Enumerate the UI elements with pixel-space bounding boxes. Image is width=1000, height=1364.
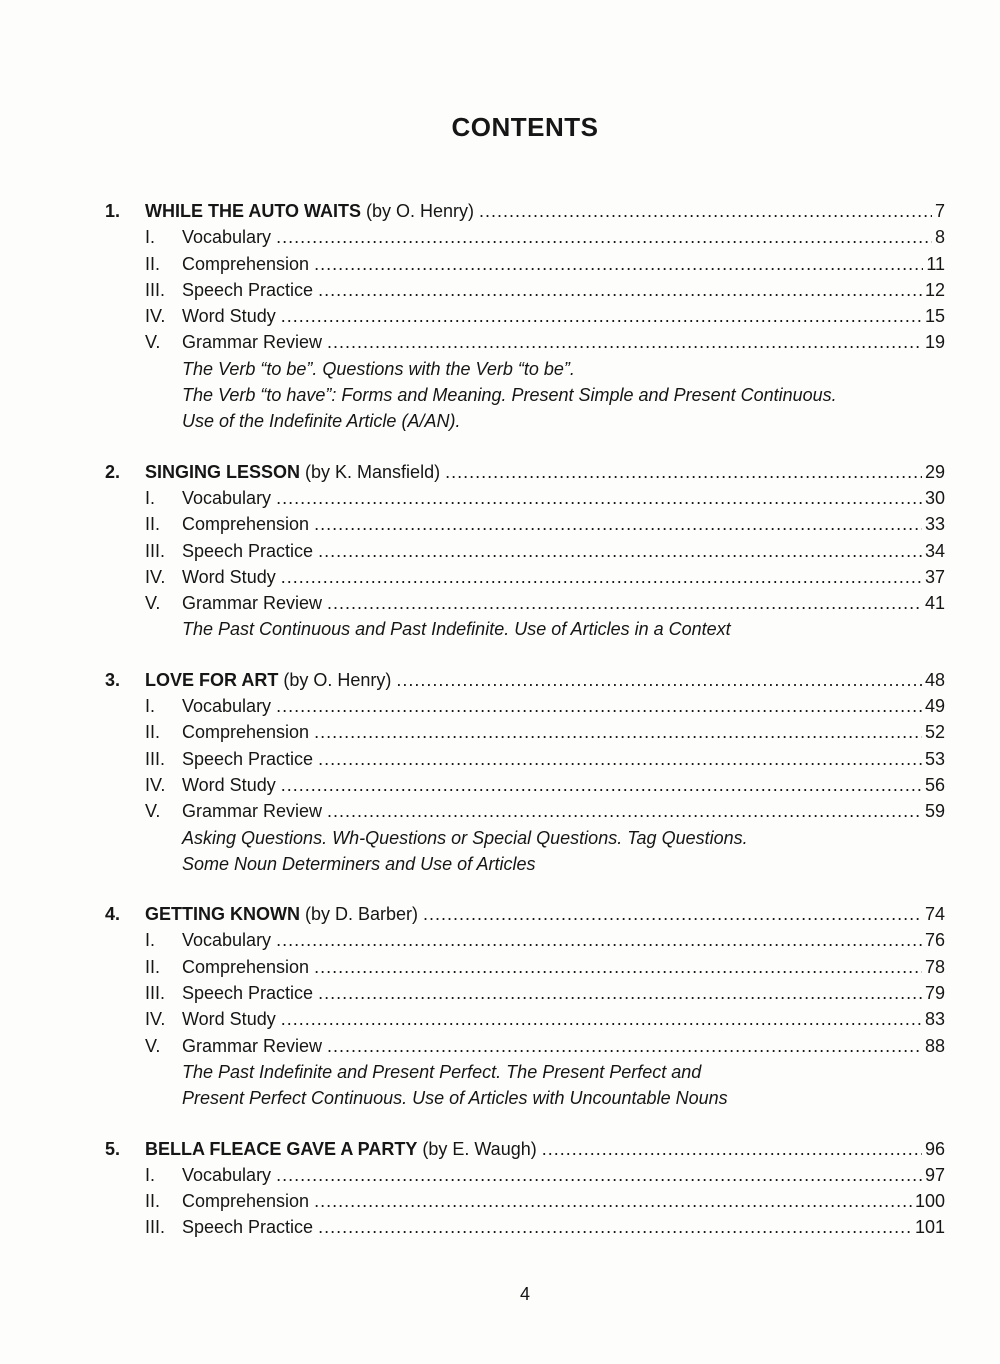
item-numeral: II.: [145, 1191, 161, 1212]
item-page-number: 52: [924, 722, 945, 743]
item-page-number: 41: [924, 593, 945, 614]
item-numeral: I.: [145, 696, 156, 717]
item-label: Grammar Review: [182, 801, 323, 822]
toc-section: [105, 198, 945, 435]
item-numeral: II.: [145, 514, 161, 535]
item-page-number: 30: [924, 487, 945, 508]
section-items: [105, 927, 945, 1058]
note-line: The Verb “to be”. Questions with the Verb “to be”.: [182, 358, 575, 379]
toc-item-row: [145, 590, 945, 616]
toc-item-row: [145, 927, 945, 953]
leader-dots: [281, 772, 922, 798]
toc-list: [105, 198, 945, 1241]
section-title-row: [105, 198, 945, 224]
note-line: Present Perfect Continuous. Use of Articles with Uncountable Nouns: [182, 1088, 728, 1109]
toc-item-row: [145, 1006, 945, 1032]
item-numeral: IV.: [145, 774, 166, 795]
note-line: The Past Continuous and Past Indefinite. Use of Articles in a Context: [182, 619, 731, 640]
section-title: GETTING KNOWN: [145, 904, 300, 925]
item-page-number: 15: [924, 306, 945, 327]
leader-dots: [314, 251, 923, 277]
section-author: (by E. Waugh): [422, 1138, 537, 1159]
toc-section: [105, 667, 945, 877]
toc-section: [105, 901, 945, 1111]
section-items: [105, 693, 945, 824]
item-label: Comprehension: [182, 722, 310, 743]
toc-item-row: [145, 224, 945, 250]
section-notes: [182, 1059, 945, 1112]
toc-item-row: [145, 1214, 945, 1240]
item-numeral: V.: [145, 801, 161, 822]
leader-dots: [314, 511, 922, 537]
item-page-number: 88: [924, 1035, 945, 1056]
leader-dots: [318, 538, 922, 564]
section-page-number: 7: [934, 201, 945, 221]
item-numeral: IV.: [145, 306, 166, 327]
contents-heading: CONTENTS: [451, 112, 599, 142]
item-page-number: 97: [924, 1164, 945, 1185]
item-label: Vocabulary: [182, 696, 272, 717]
item-page-number: 11: [926, 253, 945, 274]
item-numeral: III.: [145, 279, 166, 300]
item-numeral: III.: [145, 748, 166, 769]
item-label: Comprehension: [182, 253, 310, 274]
toc-item-row: [145, 485, 945, 511]
item-page-number: 83: [924, 1009, 945, 1030]
item-numeral: I.: [145, 1164, 156, 1185]
leader-dots: [276, 1162, 922, 1188]
section-title: SINGING LESSON: [145, 461, 301, 482]
toc-item-row: [145, 719, 945, 745]
item-numeral: I.: [145, 487, 156, 508]
item-page-number: 37: [924, 566, 945, 587]
leader-dots: [542, 1136, 922, 1162]
leader-dots: [318, 277, 922, 303]
section-title: BELLA FLEACE GAVE A PARTY: [145, 1138, 418, 1159]
item-page-number: 53: [924, 748, 945, 769]
note-line: The Verb “to have”: Forms and Meaning. Present Simple and Present Continuous.: [182, 385, 837, 406]
item-page-number: 101: [914, 1217, 945, 1238]
section-author: (by K. Mansfield): [305, 461, 441, 482]
item-label: Vocabulary: [182, 227, 272, 248]
toc-item-row: [145, 980, 945, 1006]
section-page-number: 48: [924, 669, 945, 690]
toc-item-row: [145, 1162, 945, 1188]
leader-dots: [276, 927, 922, 953]
toc-content: [105, 112, 945, 1265]
item-page-number: 12: [924, 279, 945, 300]
section-author: (by O. Henry): [283, 669, 392, 690]
section-page-number: 29: [924, 461, 945, 482]
item-numeral: III.: [145, 1217, 166, 1238]
toc-item-row: [145, 303, 945, 329]
leader-dots: [276, 693, 922, 719]
leader-dots: [281, 564, 922, 590]
item-label: Comprehension: [182, 956, 310, 977]
item-label: Vocabulary: [182, 487, 272, 508]
toc-item-row: [145, 798, 945, 824]
item-numeral: II.: [145, 253, 161, 274]
page-footer-number: 4: [519, 1284, 530, 1304]
item-page-number: 100: [914, 1191, 945, 1212]
toc-item-row: [145, 538, 945, 564]
section-items: [105, 485, 945, 616]
section-number: 2.: [105, 461, 121, 482]
item-page-number: 59: [924, 801, 945, 822]
toc-item-row: [145, 1188, 945, 1214]
section-notes: [182, 616, 945, 642]
note-line: Asking Questions. Wh-Questions or Special Questions. Tag Questions.: [182, 827, 748, 848]
leader-dots: [318, 1214, 912, 1240]
section-title-row: [105, 1136, 945, 1162]
leader-dots: [318, 980, 922, 1006]
item-numeral: IV.: [145, 1009, 166, 1030]
section-items: [105, 1162, 945, 1241]
toc-section: [105, 1136, 945, 1241]
section-title-row: [105, 667, 945, 693]
leader-dots: [479, 198, 932, 224]
toc-item-row: [145, 693, 945, 719]
section-page-number: 74: [924, 904, 945, 925]
toc-item-row: [145, 1033, 945, 1059]
toc-item-row: [145, 954, 945, 980]
section-number: 3.: [105, 669, 121, 690]
item-label: Word Study: [182, 1009, 276, 1030]
leader-dots: [276, 485, 922, 511]
item-page-number: 34: [924, 540, 945, 561]
item-numeral: V.: [145, 1035, 161, 1056]
item-label: Grammar Review: [182, 1035, 323, 1056]
leader-dots: [423, 901, 922, 927]
section-title-row: [105, 901, 945, 927]
item-page-number: 79: [924, 983, 945, 1004]
section-title: WHILE THE AUTO WAITS: [145, 201, 361, 221]
item-page-number: 56: [924, 774, 945, 795]
leader-dots: [281, 303, 922, 329]
leader-dots: [318, 746, 922, 772]
toc-item-row: [145, 746, 945, 772]
section-number: 4.: [105, 904, 121, 925]
leader-dots: [327, 1033, 922, 1059]
toc-item-row: [145, 277, 945, 303]
item-label: Word Study: [182, 774, 276, 795]
section-title-row: [105, 459, 945, 485]
toc-item-row: [145, 329, 945, 355]
item-numeral: II.: [145, 956, 161, 977]
item-label: Comprehension: [182, 1191, 310, 1212]
item-numeral: I.: [145, 227, 156, 248]
item-label: Speech Practice: [182, 1217, 314, 1238]
leader-dots: [327, 329, 922, 355]
item-page-number: 19: [924, 332, 945, 353]
leader-dots: [327, 590, 922, 616]
note-line: Use of the Indefinite Article (A/AN).: [182, 411, 461, 432]
item-label: Vocabulary: [182, 930, 272, 951]
item-numeral: III.: [145, 983, 166, 1004]
item-label: Speech Practice: [182, 540, 314, 561]
item-numeral: III.: [145, 540, 166, 561]
section-number: 5.: [105, 1138, 121, 1159]
note-line: Some Noun Determiners and Use of Articles: [182, 853, 536, 874]
item-numeral: IV.: [145, 566, 166, 587]
item-page-number: 78: [924, 956, 945, 977]
toc-item-row: [145, 772, 945, 798]
leader-dots: [276, 224, 932, 250]
item-page-number: 8: [934, 227, 945, 248]
item-numeral: V.: [145, 332, 161, 353]
item-numeral: V.: [145, 593, 161, 614]
section-title: LOVE FOR ART: [145, 669, 279, 690]
leader-dots: [396, 667, 922, 693]
section-number: 1.: [105, 201, 121, 221]
section-notes: [182, 356, 945, 435]
item-page-number: 49: [924, 696, 945, 717]
section-notes: [182, 825, 945, 878]
item-label: Word Study: [182, 306, 276, 327]
item-label: Grammar Review: [182, 593, 323, 614]
leader-dots: [314, 719, 922, 745]
toc-item-row: [145, 511, 945, 537]
leader-dots: [445, 459, 922, 485]
section-author: (by O. Henry): [366, 201, 475, 221]
section-author: (by D. Barber): [305, 904, 419, 925]
item-label: Comprehension: [182, 514, 310, 535]
leader-dots: [327, 798, 922, 824]
item-label: Speech Practice: [182, 983, 314, 1004]
toc-item-row: [145, 564, 945, 590]
item-label: Vocabulary: [182, 1164, 272, 1185]
item-page-number: 33: [924, 514, 945, 535]
item-label: Speech Practice: [182, 279, 314, 300]
item-label: Speech Practice: [182, 748, 314, 769]
item-label: Word Study: [182, 566, 276, 587]
item-numeral: I.: [145, 930, 156, 951]
toc-item-row: [145, 251, 945, 277]
leader-dots: [281, 1006, 922, 1032]
section-items: [105, 224, 945, 355]
item-numeral: II.: [145, 722, 161, 743]
item-page-number: 76: [924, 930, 945, 951]
toc-section: [105, 459, 945, 643]
note-line: The Past Indefinite and Present Perfect. The Present Perfect and: [182, 1061, 702, 1082]
leader-dots: [314, 1188, 912, 1214]
section-page-number: 96: [924, 1138, 945, 1159]
leader-dots: [314, 954, 922, 980]
item-label: Grammar Review: [182, 332, 323, 353]
